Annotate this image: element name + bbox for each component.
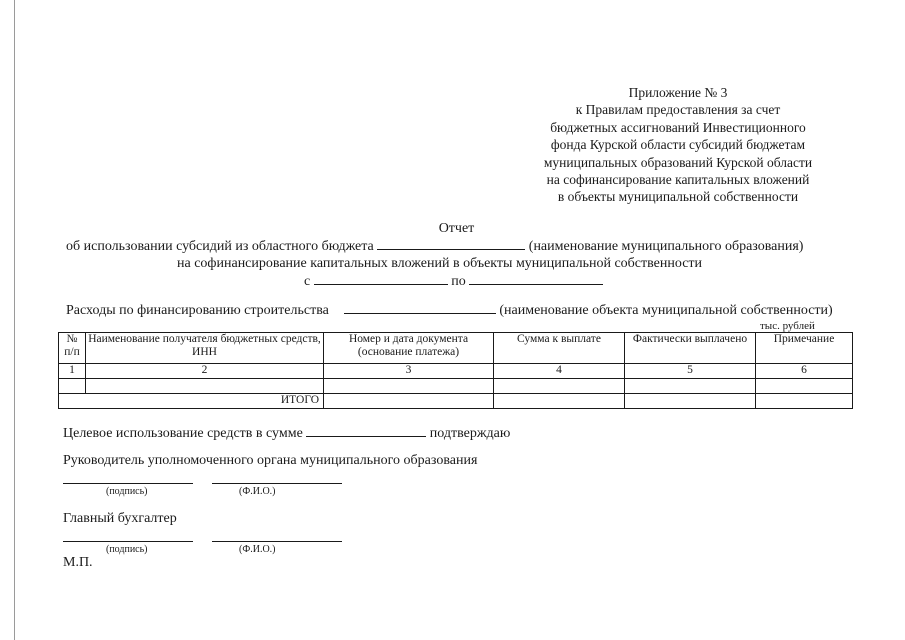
total-cell[interactable] <box>494 394 625 409</box>
report-subject-prefix: об использовании субсидий из областного бюджета <box>66 239 374 254</box>
table-cell[interactable] <box>86 379 324 394</box>
appendix-line: в объекты муниципальной собственности <box>557 189 799 205</box>
period-start-field[interactable] <box>314 272 448 285</box>
report-purpose-line: на софинансирование капитальных вложений в объекты муниципальной собственности <box>177 256 703 271</box>
stamp-place: М.П. <box>63 555 93 570</box>
head-name-line[interactable] <box>212 483 342 484</box>
report-subject-suffix: (наименование муниципального образования) <box>528 239 804 254</box>
units-label: тыс. рублей <box>760 320 815 332</box>
column-header-note: Примечание <box>756 333 853 364</box>
expenses-line <box>66 301 833 319</box>
period-from-label: с <box>304 274 311 289</box>
report-subject-line <box>66 237 803 255</box>
column-header-paid: Фактически выплачено <box>625 333 756 364</box>
appendix-line: к Правилам предоставления за счет <box>575 102 781 118</box>
head-sign-caption: (подпись) <box>106 486 148 497</box>
construction-object-field[interactable] <box>344 301 496 314</box>
table-header-row <box>59 333 853 364</box>
column-number: 3 <box>324 364 494 379</box>
table-cell[interactable] <box>494 379 625 394</box>
accountant-name-line[interactable] <box>212 541 342 542</box>
appendix-header <box>500 84 856 206</box>
column-number: 4 <box>494 364 625 379</box>
table-cell[interactable] <box>324 379 494 394</box>
municipality-name-field[interactable] <box>377 237 525 250</box>
table-cell[interactable] <box>625 379 756 394</box>
total-cell[interactable] <box>756 394 853 409</box>
period-to-label: по <box>451 274 466 289</box>
total-label: ИТОГО <box>59 394 324 409</box>
accountant-sign-caption: (подпись) <box>106 544 148 555</box>
table-cell[interactable] <box>756 379 853 394</box>
column-header-amount-due: Сумма к выплате <box>494 333 625 364</box>
report-title: Отчет <box>438 221 475 236</box>
accountant-signature-line[interactable] <box>63 541 193 542</box>
column-number: 2 <box>86 364 324 379</box>
accountant-signature-title: Главный бухгалтер <box>63 511 177 526</box>
appendix-line: муниципальных образований Курской области <box>543 154 813 170</box>
head-signature-title: Руководитель уполномоченного органа муниципального образования <box>63 453 478 468</box>
total-row <box>59 394 853 409</box>
period-end-field[interactable] <box>469 272 603 285</box>
appendix-line: Приложение № 3 <box>628 85 728 100</box>
column-header-recipient: Наименование получателя бюджетных средств, ИНН <box>86 333 324 364</box>
column-header-number: № п/п <box>59 333 86 364</box>
head-signature-line[interactable] <box>63 483 193 484</box>
page-left-edge <box>14 0 15 640</box>
expenses-prefix: Расходы по финансированию строительства <box>66 303 329 318</box>
head-name-caption: (Ф.И.О.) <box>239 486 276 497</box>
report-period-line <box>304 272 603 290</box>
payments-table <box>58 332 853 409</box>
confirmed-amount-field[interactable] <box>306 424 426 437</box>
column-number: 5 <box>625 364 756 379</box>
expenses-suffix: (наименование объекта муниципальной собственности) <box>499 303 833 318</box>
total-cell[interactable] <box>625 394 756 409</box>
confirmation-prefix: Целевое использование средств в сумме <box>63 426 303 441</box>
total-cell[interactable] <box>324 394 494 409</box>
appendix-line: фонда Курской области субсидий бюджетам <box>550 137 806 153</box>
column-number-row <box>59 364 853 379</box>
table-row <box>59 379 853 394</box>
appendix-line: на софинансирование капитальных вложений <box>546 172 810 188</box>
accountant-name-caption: (Ф.И.О.) <box>239 544 276 555</box>
column-header-document: Номер и дата документа (основание платежа) <box>324 333 494 364</box>
column-number: 6 <box>756 364 853 379</box>
table-cell[interactable] <box>59 379 86 394</box>
confirmation-line <box>63 424 510 442</box>
appendix-line: бюджетных ассигнований Инвестиционного <box>550 119 806 135</box>
confirmation-suffix: подтверждаю <box>429 426 511 441</box>
column-number: 1 <box>59 364 86 379</box>
